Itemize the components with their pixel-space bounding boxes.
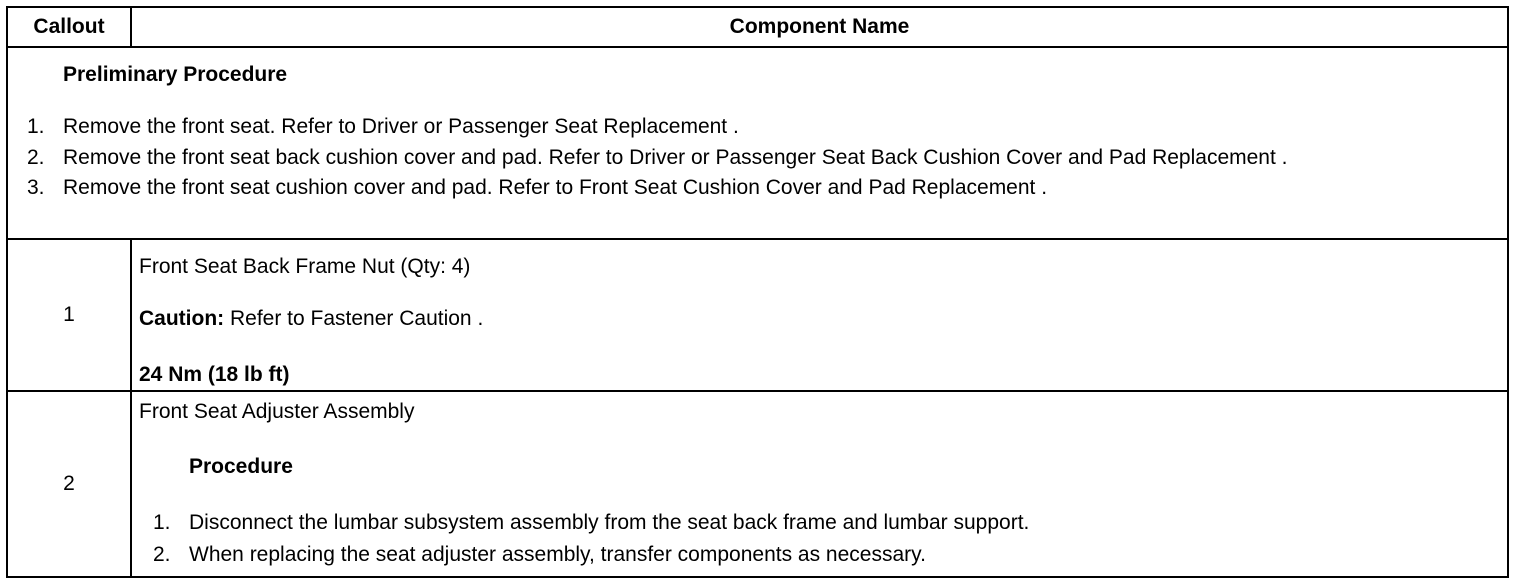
table-row [7,391,1508,577]
step-number: 2. [153,543,171,566]
torque-spec: 24 Nm (18 lb ft) [139,363,290,386]
step-number: 3. [27,176,45,199]
preliminary-procedure-cell [7,47,1508,239]
callout-header: Callout [7,7,131,47]
preliminary-step [8,173,1507,204]
step-number: 2. [27,145,45,169]
callout-number: 1 [7,239,131,391]
preliminary-steps-list [8,112,1507,204]
procedure-steps-list [139,507,1507,571]
component-name: Front Seat Back Frame Nut (Qty: 4) [139,255,471,278]
component-name: Front Seat Adjuster Assembly [139,400,415,423]
caution-label: Caution: [139,307,225,330]
callout-number: 2 [7,391,131,577]
table-row [7,239,1508,391]
step-text: Remove the front seat cushion cover and pad. Refer to Front Seat Cushion Cover and Pad Replacement . [63,176,1048,199]
preliminary-procedure-title: Preliminary Procedure [63,63,288,86]
preliminary-procedure-row [7,47,1508,239]
table-header-row [7,7,1508,47]
component-cell [131,391,1508,577]
procedure-table [6,6,1509,578]
caution-note [139,307,1507,331]
step-text: Remove the front seat. Refer to Driver or Passenger Seat Replacement . [63,115,739,138]
procedure-step [139,539,1507,571]
procedure-title: Procedure [189,455,293,478]
step-text: Disconnect the lumbar subsystem assembly from the seat back frame and lumbar support. [189,511,1030,534]
step-text: When replacing the seat adjuster assembly, transfer components as necessary. [189,543,926,566]
preliminary-step [8,143,1507,174]
procedure-step [139,507,1507,539]
step-number: 1. [153,511,171,534]
caution-text: Refer to Fastener Caution . [224,307,484,330]
step-text: Remove the front seat back cushion cover and pad. Refer to Driver or Passenger Seat Back Cushion Cover and Pad Replacement . [63,145,1288,169]
preliminary-step [8,112,1507,143]
component-name-header: Component Name [131,7,1508,47]
component-cell [131,239,1508,391]
step-number: 1. [27,115,45,138]
